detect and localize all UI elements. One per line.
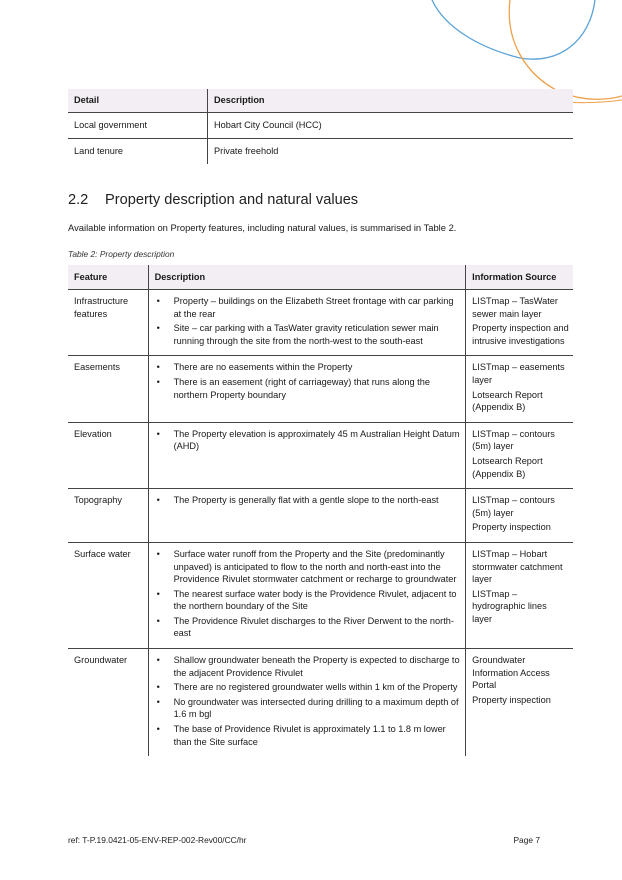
feature-cell: Elevation [68, 422, 148, 488]
property-description-table [68, 265, 573, 756]
source-cell [466, 422, 573, 488]
list-item: • The Property elevation is approximately 45 m Australian Height Datum (AHD) [155, 428, 462, 453]
col-header-information-source: Information Source [466, 265, 573, 290]
table-row [68, 113, 573, 139]
description-cell [148, 542, 466, 648]
blue-curve [432, 0, 595, 59]
table-row [68, 422, 573, 488]
col-header-detail: Detail [68, 89, 208, 113]
table-row [68, 542, 573, 648]
list-item: • No groundwater was intersected during drilling to a maximum depth of 1.6 m bgl [155, 696, 462, 721]
section-number: 2.2 [68, 192, 89, 208]
table-row [68, 290, 573, 356]
source-cell [466, 649, 573, 757]
list-item: • Surface water runoff from the Property and the Site (predominantly unpaved) is anticipated to flow to the north and north-east into the Providence Rivulet stormwater catchment or recharge to groundwater [155, 548, 462, 586]
detail-table [68, 89, 573, 164]
description-cell [148, 422, 466, 488]
source-cell [466, 489, 573, 543]
table-cell: Local government [68, 113, 208, 139]
bullet-list [155, 295, 462, 347]
table-row [68, 649, 573, 757]
list-item: • Property – buildings on the Elizabeth Street frontage with car parking at the rear [155, 295, 462, 320]
list-item: • There are no easements within the Property [155, 361, 462, 374]
source-item: LISTmap – hydrographic lines layer [472, 588, 547, 624]
source-cell [466, 356, 573, 422]
description-cell [148, 356, 466, 422]
bullet-list [155, 654, 462, 748]
list-item: • There are no registered groundwater wells within 1 km of the Property [155, 681, 462, 694]
section-title: Property description and natural values [105, 192, 359, 208]
source-item: Groundwater Information Access Portal [472, 655, 550, 691]
table-cell: Hobart City Council (HCC) [214, 120, 322, 131]
list-item: • Site – car parking with a TasWater gravity reticulation sewer main running through the site from the north-west to the south-east [155, 322, 462, 347]
description-cell [148, 649, 466, 757]
section-heading [68, 192, 358, 208]
table-cell: Land tenure [68, 139, 208, 165]
table-row [68, 489, 573, 543]
table-cell: Private freehold [214, 146, 279, 157]
feature-cell: Easements [68, 356, 148, 422]
source-item: LISTmap – contours (5m) layer [472, 428, 555, 452]
feature-cell: Groundwater [68, 649, 148, 757]
list-item: • The Property is generally flat with a gentle slope to the north-east [155, 494, 462, 507]
source-item: Lotsearch Report (Appendix B) [472, 389, 543, 413]
list-item: • The nearest surface water body is the Providence Rivulet, adjacent to the northern boundary of the Site [155, 588, 462, 613]
col-header-description: Description [148, 265, 466, 290]
footer-page-number: Page 7 [513, 835, 540, 845]
footer-reference: ref: T-P.19.0421-05-ENV-REP-002-Rev00/CC/hr [68, 835, 247, 845]
property-table-body [68, 290, 573, 757]
source-item: Property inspection and intrusive investigations [472, 323, 569, 346]
list-item: • Shallow groundwater beneath the Property is expected to discharge to the adjacent Providence Rivulet [155, 654, 462, 679]
source-item: LISTmap – TasWater sewer main layer [472, 296, 558, 319]
feature-cell: Topography [68, 489, 148, 543]
table-row [68, 139, 573, 165]
col-header-feature: Feature [68, 265, 148, 290]
feature-cell: Infrastructure features [68, 290, 148, 356]
col-header-description: Description [208, 89, 574, 113]
source-item: LISTmap – easements layer [472, 362, 565, 385]
detail-table-header [68, 89, 573, 113]
bullet-list [155, 548, 462, 640]
bullet-list [155, 428, 462, 453]
intro-paragraph: Available information on Property features, including natural values, is summarised in Table 2. [68, 222, 457, 233]
source-item: LISTmap – contours (5m) layer [472, 495, 555, 518]
list-item: • The base of Providence Rivulet is approximately 1.1 to 1.8 m lower than the Site surface [155, 723, 462, 748]
table-row [68, 356, 573, 422]
list-item: • The Providence Rivulet discharges to the River Derwent to the north-east [155, 615, 462, 640]
source-item: Property inspection [472, 694, 551, 705]
source-cell [466, 290, 573, 356]
feature-cell: Surface water [68, 542, 148, 648]
source-item: Property inspection [472, 522, 551, 533]
property-table-header [68, 265, 573, 290]
bullet-list [155, 494, 462, 507]
source-cell [466, 542, 573, 648]
bullet-list [155, 361, 462, 401]
list-item: • There is an easement (right of carriageway) that runs along the northern Property boundary [155, 376, 462, 401]
source-item: LISTmap – Hobart stormwater catchment layer [472, 548, 563, 585]
source-item: Lotsearch Report (Appendix B) [472, 455, 543, 479]
description-cell [148, 290, 466, 356]
description-cell [148, 489, 466, 543]
table-caption: Table 2: Property description [68, 249, 175, 259]
